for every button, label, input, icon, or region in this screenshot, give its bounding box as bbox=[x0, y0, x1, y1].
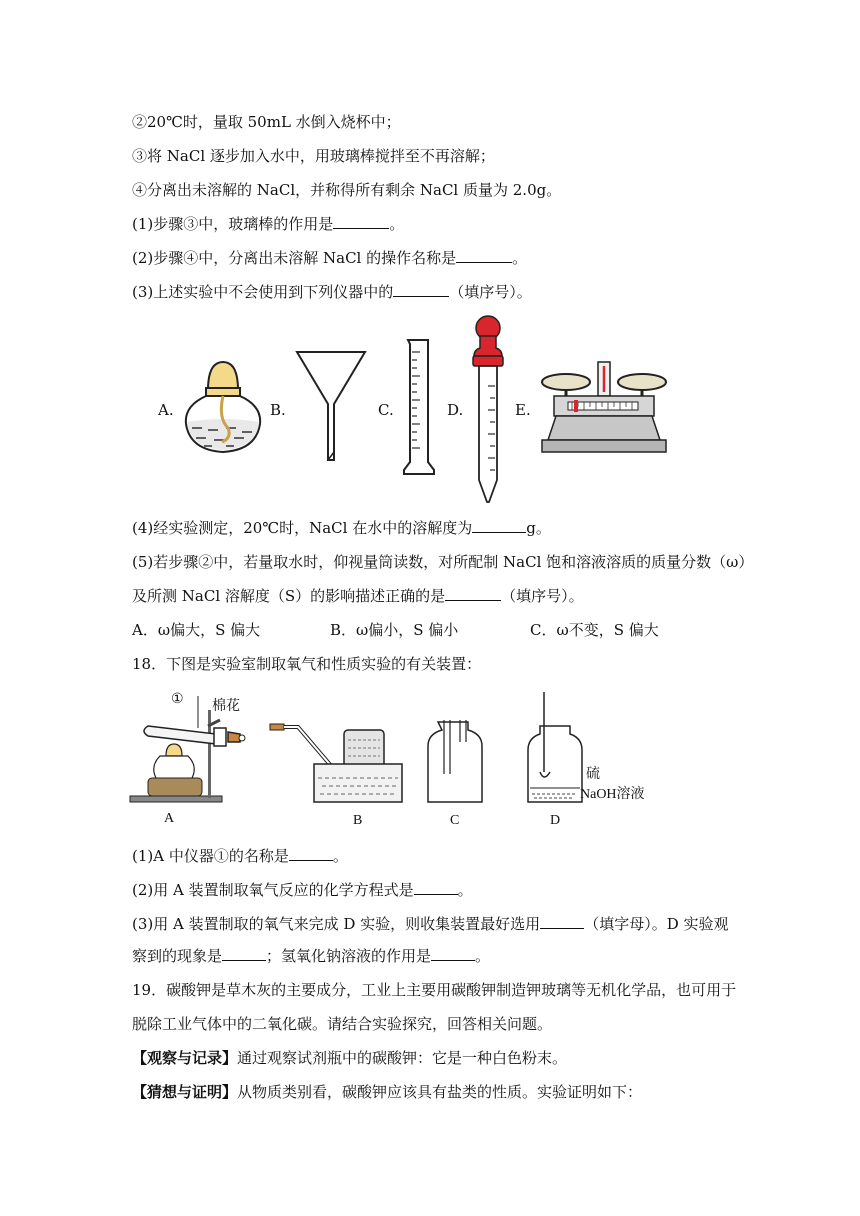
q18-sub1 bbox=[132, 846, 348, 866]
q17-sub4-text: (4)经实验测定，20℃时，NaCl 在水中的溶解度为 bbox=[132, 519, 473, 537]
answer-blank[interactable] bbox=[456, 248, 512, 263]
figure-label-b: B bbox=[353, 813, 363, 828]
figure-label-c: C bbox=[450, 813, 460, 828]
q17-sub3-text: (3)上述实验中不会使用到下列仪器中的 bbox=[132, 283, 394, 301]
water-collection-apparatus-b bbox=[264, 720, 406, 806]
choice-c[interactable]: C．ω不变，S 偏大 bbox=[530, 621, 659, 639]
naoh-solution-label: NaOH溶液 bbox=[580, 787, 645, 802]
answer-blank[interactable] bbox=[333, 214, 389, 229]
answer-blank[interactable] bbox=[414, 880, 458, 895]
q18-sub2-text: (2)用 A 装置制取氧气反应的化学方程式是 bbox=[132, 881, 414, 899]
cotton-label: 棉花 bbox=[212, 699, 240, 714]
funnel-image bbox=[294, 348, 368, 464]
answer-blank[interactable] bbox=[540, 914, 584, 929]
q17-sub1 bbox=[132, 214, 404, 234]
dropper-image bbox=[470, 312, 506, 504]
sulfur-combustion-apparatus-d bbox=[524, 690, 584, 806]
answer-blank[interactable] bbox=[472, 518, 526, 533]
figure-label-a: A bbox=[164, 811, 175, 826]
instrument-label-a: A. bbox=[158, 401, 174, 419]
choice-a[interactable]: A．ω偏大，S 偏大 bbox=[132, 621, 261, 639]
q17-sub2-end: 。 bbox=[512, 249, 528, 267]
q17-sub1-text: (1)步骤③中，玻璃棒的作用是 bbox=[132, 215, 334, 233]
step-2-text: ②20℃时，量取 50mL 水倒入烧杯中； bbox=[132, 113, 401, 131]
figure-label-d: D bbox=[550, 813, 561, 828]
sulfur-label: 硫 bbox=[586, 767, 600, 782]
q17-sub1-end: 。 bbox=[389, 215, 405, 233]
q18-sub1-end: 。 bbox=[332, 847, 348, 865]
q18-title: 18．下图是实验室制取氧气和性质实验的有关装置： bbox=[132, 655, 482, 673]
circle-1-label: ① bbox=[171, 692, 184, 707]
q18-sub3-line2-text: 察到的现象是 bbox=[132, 947, 223, 965]
q18-sub3-end: （填字母）。D 实验观 bbox=[584, 915, 729, 933]
q17-sub5-line1: (5)若步骤②中，若量取水时，仰视量筒读数，对所配制 NaCl 饱和溶液溶质的质量分数（ω） bbox=[132, 553, 754, 571]
q17-sub2 bbox=[132, 248, 527, 268]
instrument-label-e: E. bbox=[515, 401, 531, 419]
graduated-cylinder-image bbox=[402, 338, 436, 476]
balance-scale-image bbox=[538, 352, 670, 456]
q19-hypothesis bbox=[132, 1082, 642, 1102]
alcohol-lamp-image bbox=[182, 358, 264, 458]
step-4-text: ④分离出未溶解的 NaCl，并称得所有剩余 NaCl 质量为 2.0g。 bbox=[132, 181, 562, 199]
q17-sub2-text: (2)步骤④中，分离出未溶解 NaCl 的操作名称是 bbox=[132, 249, 457, 267]
gas-bottle-apparatus-c bbox=[424, 718, 486, 806]
hypothesis-heading: 【猜想与证明】 bbox=[132, 1083, 238, 1101]
q19-observation bbox=[132, 1048, 567, 1068]
answer-blank[interactable] bbox=[289, 846, 333, 861]
answer-blank[interactable] bbox=[445, 586, 501, 601]
q18-sub3 bbox=[132, 914, 728, 934]
q19-line1: 19．碳酸钾是草木灰的主要成分，工业上主要用碳酸钾制造钾玻璃等无机化学品，也可用于 bbox=[132, 981, 737, 999]
q17-sub4-end: g。 bbox=[526, 519, 551, 537]
q18-sub2-end: 。 bbox=[457, 881, 473, 899]
answer-blank[interactable] bbox=[431, 946, 475, 961]
answer-blank[interactable] bbox=[393, 282, 449, 297]
instrument-label-b: B. bbox=[270, 401, 286, 419]
q17-sub5-text: 及所测 NaCl 溶解度（S）的影响描述正确的是 bbox=[132, 587, 446, 605]
observation-heading: 【观察与记录】 bbox=[132, 1049, 238, 1067]
q17-sub5-end: （填序号）。 bbox=[501, 587, 584, 605]
choice-b[interactable]: B．ω偏小，S 偏小 bbox=[330, 621, 459, 639]
q18-sub2 bbox=[132, 880, 473, 900]
q17-sub3 bbox=[132, 282, 532, 302]
q18-sub3-line2-end: 。 bbox=[475, 947, 491, 965]
q17-sub5-line2 bbox=[132, 586, 584, 606]
q18-sub3-line2-mid: ；氢氧化钠溶液的作用是 bbox=[266, 947, 432, 965]
answer-blank[interactable] bbox=[222, 946, 266, 961]
q17-sub4 bbox=[132, 518, 551, 538]
q19-line2: 脱除工业气体中的二氧化碳。请结合实验探究，回答相关问题。 bbox=[132, 1015, 553, 1033]
observation-text: 通过观察试剂瓶中的碳酸钾：它是一种白色粉末。 bbox=[237, 1049, 568, 1067]
step-3-text: ③将 NaCl 逐步加入水中，用玻璃棒搅拌至不再溶解； bbox=[132, 147, 495, 165]
instrument-label-c: C. bbox=[378, 401, 394, 419]
hypothesis-text: 从物质类别看，碳酸钾应该具有盐类的性质。实验证明如下： bbox=[237, 1083, 643, 1101]
q18-sub3-text: (3)用 A 装置制取的氧气来完成 D 实验，则收集装置最好选用 bbox=[132, 915, 541, 933]
instrument-label-d: D. bbox=[447, 401, 464, 419]
q18-sub3-line2 bbox=[132, 946, 490, 966]
q18-sub1-text: (1)A 中仪器①的名称是 bbox=[132, 847, 289, 865]
q17-sub3-end: （填序号）。 bbox=[449, 283, 532, 301]
